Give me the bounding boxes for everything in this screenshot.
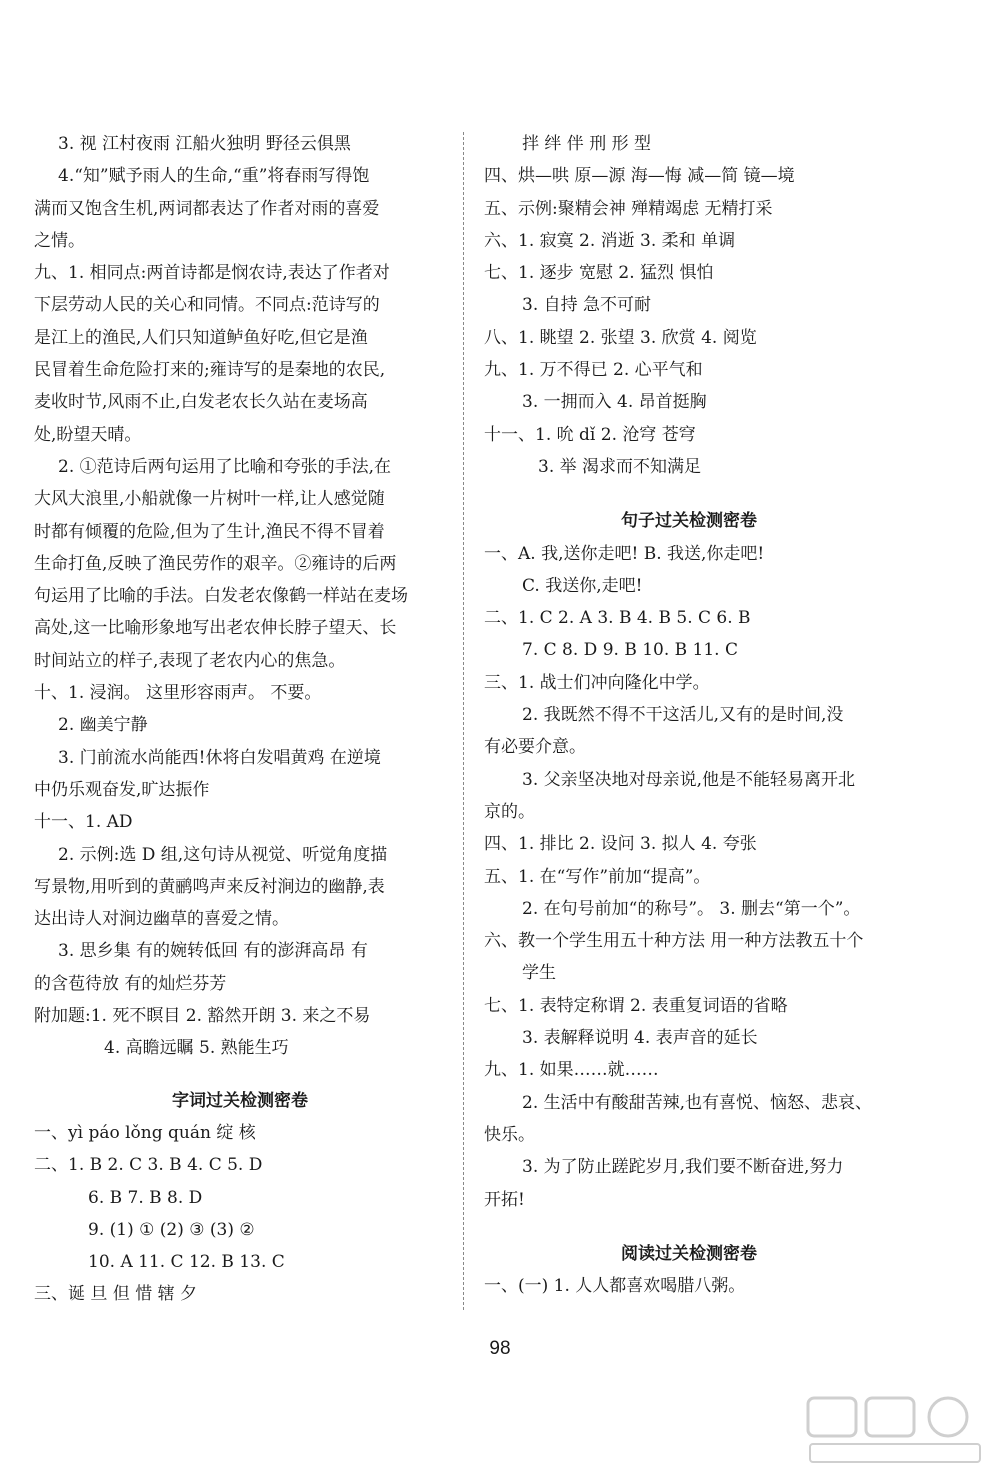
answer-line: 七、1. 逐步 宽慰 2. 猛烈 惧怕 — [484, 263, 714, 284]
answer-line: 九、1. 如果……就…… — [484, 1060, 659, 1081]
answer-line: 六、1. 寂寞 2. 消逝 3. 柔和 单调 — [484, 230, 736, 251]
answer-line: 2. 示例:选 D 组,这句诗从视觉、听觉角度描 — [58, 844, 388, 865]
answer-line: 2. 生活中有酸甜苦辣,也有喜悦、恼怒、悲哀、 — [522, 1092, 873, 1113]
answer-line: 六、教一个学生用五十种方法 用一种方法教五十个 — [484, 931, 864, 952]
answer-line: 写景物,用听到的黄鹂鸣声来反衬涧边的幽静,表 — [34, 876, 385, 897]
answer-line: 京的。 — [484, 801, 535, 822]
answer-line: 处,盼望天晴。 — [34, 424, 142, 445]
answer-line: 学生 — [522, 963, 556, 984]
answer-line: 十一、1. AD — [34, 812, 133, 833]
answer-line: 快乐。 — [484, 1124, 535, 1145]
answer-line: 一、(一) 1. 人人都喜欢喝腊八粥。 — [484, 1276, 746, 1297]
answer-line: 生命打鱼,反映了渔民劳作的艰辛。②雍诗的后两 — [34, 553, 397, 574]
answer-line: 2. 我既然不得不干这活儿,又有的是时间,没 — [522, 705, 844, 726]
answer-line: 3. 父亲坚决地对母亲说,他是不能轻易离开北 — [522, 769, 856, 790]
answer-line: 拌 绊 伴 刑 形 型 — [522, 134, 652, 154]
answer-line: 3. 视 江村夜雨 江船火独明 野径云俱黑 — [58, 134, 351, 154]
answer-line: 3. 一拥而入 4. 昂首挺胸 — [522, 392, 707, 413]
answer-line: 9. (1) ① (2) ③ (3) ② — [88, 1219, 255, 1240]
answer-line: 二、1. B 2. C 3. B 4. C 5. D — [34, 1155, 263, 1176]
answer-line: 4.“知”赋予雨人的生命,“重”将春雨写得饱 — [58, 166, 370, 187]
right-column — [484, 128, 894, 1302]
answer-line: 4. 高瞻远瞩 5. 熟能生巧 — [104, 1038, 289, 1059]
answer-line: 3. 为了防止蹉跎岁月,我们要不断奋进,努力 — [522, 1157, 844, 1178]
answer-line: 2. 幽美宁静 — [58, 715, 148, 736]
left-column — [34, 128, 446, 1311]
answer-line: 五、1. 在“写作”前加“提高”。 — [484, 866, 711, 887]
section-heading: 阅读过关检测密卷 — [621, 1243, 757, 1264]
answer-line: 二、1. C 2. A 3. B 4. B 5. C 6. B — [484, 608, 751, 629]
answer-line: 的含苞待放 有的灿烂芬芳 — [34, 973, 227, 994]
answer-line: 五、示例:聚精会神 殚精竭虑 无精打采 — [484, 198, 773, 219]
answer-line: 中仍乐观奋发,旷达振作 — [34, 779, 210, 800]
section-heading: 字词过关检测密卷 — [172, 1090, 308, 1111]
section-heading: 句子过关检测密卷 — [621, 511, 757, 532]
answer-line: 2. ①范诗后两句运用了比喻和夸张的手法,在 — [58, 456, 392, 477]
answer-line: 麦收时节,风雨不止,白发老农长久站在麦场高 — [34, 392, 368, 413]
answer-line: 民冒着生命危险打来的;雍诗写的是秦地的农民, — [34, 360, 386, 381]
answer-line: 十、1. 浸润。 这里形容雨声。 不要。 — [34, 683, 322, 704]
answer-line: C. 我送你,走吧! — [522, 575, 643, 596]
answer-line: 一、A. 我,送你走吧! B. 我送,你走吧! — [484, 543, 765, 564]
answer-line: 时都有倾覆的危险,但为了生计,渔民不得不冒着 — [34, 521, 385, 542]
answer-line: 句运用了比喻的手法。白发老农像鹤一样站在麦场 — [34, 586, 408, 607]
answer-line: 3. 思乡集 有的婉转低回 有的澎湃高昂 有 — [58, 941, 368, 962]
answer-line: 10. A 11. C 12. B 13. C — [88, 1252, 285, 1273]
watermark-logo — [800, 1394, 990, 1466]
answer-line: 之情。 — [34, 230, 85, 251]
answer-line: 满而又饱含生机,两词都表达了作者对雨的喜爱 — [34, 198, 380, 219]
answer-line: 高处,这一比喻形象地写出老农伸长脖子望天、长 — [34, 618, 397, 639]
answer-line: 时间站立的样子,表现了老农内心的焦急。 — [34, 650, 346, 671]
answer-line: 3. 门前流水尚能西!休将白发唱黄鸡 在逆境 — [58, 747, 381, 768]
answer-line: 九、1. 相同点:两首诗都是悯农诗,表达了作者对 — [34, 263, 390, 284]
answer-line: 四、1. 排比 2. 设问 3. 拟人 4. 夸张 — [484, 834, 757, 855]
answer-line: 有必要介意。 — [484, 737, 586, 758]
answer-line: 十一、1. 吮 dǐ 2. 沧穹 苍穹 — [484, 424, 696, 445]
answer-line: 3. 表解释说明 4. 表声音的延长 — [522, 1028, 758, 1049]
answer-line: 6. B 7. B 8. D — [88, 1187, 203, 1208]
answer-line: 八、1. 眺望 2. 张望 3. 欣赏 4. 阅览 — [484, 327, 757, 348]
answer-line: 九、1. 万不得已 2. 心平气和 — [484, 360, 703, 381]
answer-line: 开拓! — [484, 1189, 525, 1210]
answer-line: 3. 举 渴求而不知满足 — [538, 456, 702, 477]
answer-line: 七、1. 表特定称谓 2. 表重复词语的省略 — [484, 995, 788, 1016]
answer-line: 三、诞 旦 但 惜 辖 夕 — [34, 1284, 198, 1305]
answer-line: 附加题:1. 死不瞑目 2. 豁然开朗 3. 来之不易 — [34, 1006, 371, 1027]
page-number: 98 — [489, 1338, 511, 1359]
answer-line: 达出诗人对涧边幽草的喜爱之情。 — [34, 909, 289, 930]
answer-line: 3. 自持 急不可耐 — [522, 295, 652, 316]
answer-line: 是江上的渔民,人们只知道鲈鱼好吃,但它是渔 — [34, 327, 368, 348]
column-divider — [463, 132, 464, 1310]
answer-line: 下层劳动人民的关心和同情。不同点:范诗写的 — [34, 295, 380, 316]
answer-line: 三、1. 战士们冲向隆化中学。 — [484, 672, 710, 693]
answer-line: 7. C 8. D 9. B 10. B 11. C — [522, 640, 738, 661]
answer-line: 一、yì páo lǒng quán 绽 核 — [34, 1122, 256, 1143]
answer-line: 2. 在句号前加“的称号”。 3. 删去“第一个”。 — [522, 898, 861, 919]
answer-line: 大风大浪里,小船就像一片树叶一样,让人感觉随 — [34, 489, 385, 510]
answer-line: 四、烘—哄 原—源 海—悔 减—简 镜—境 — [484, 166, 795, 187]
